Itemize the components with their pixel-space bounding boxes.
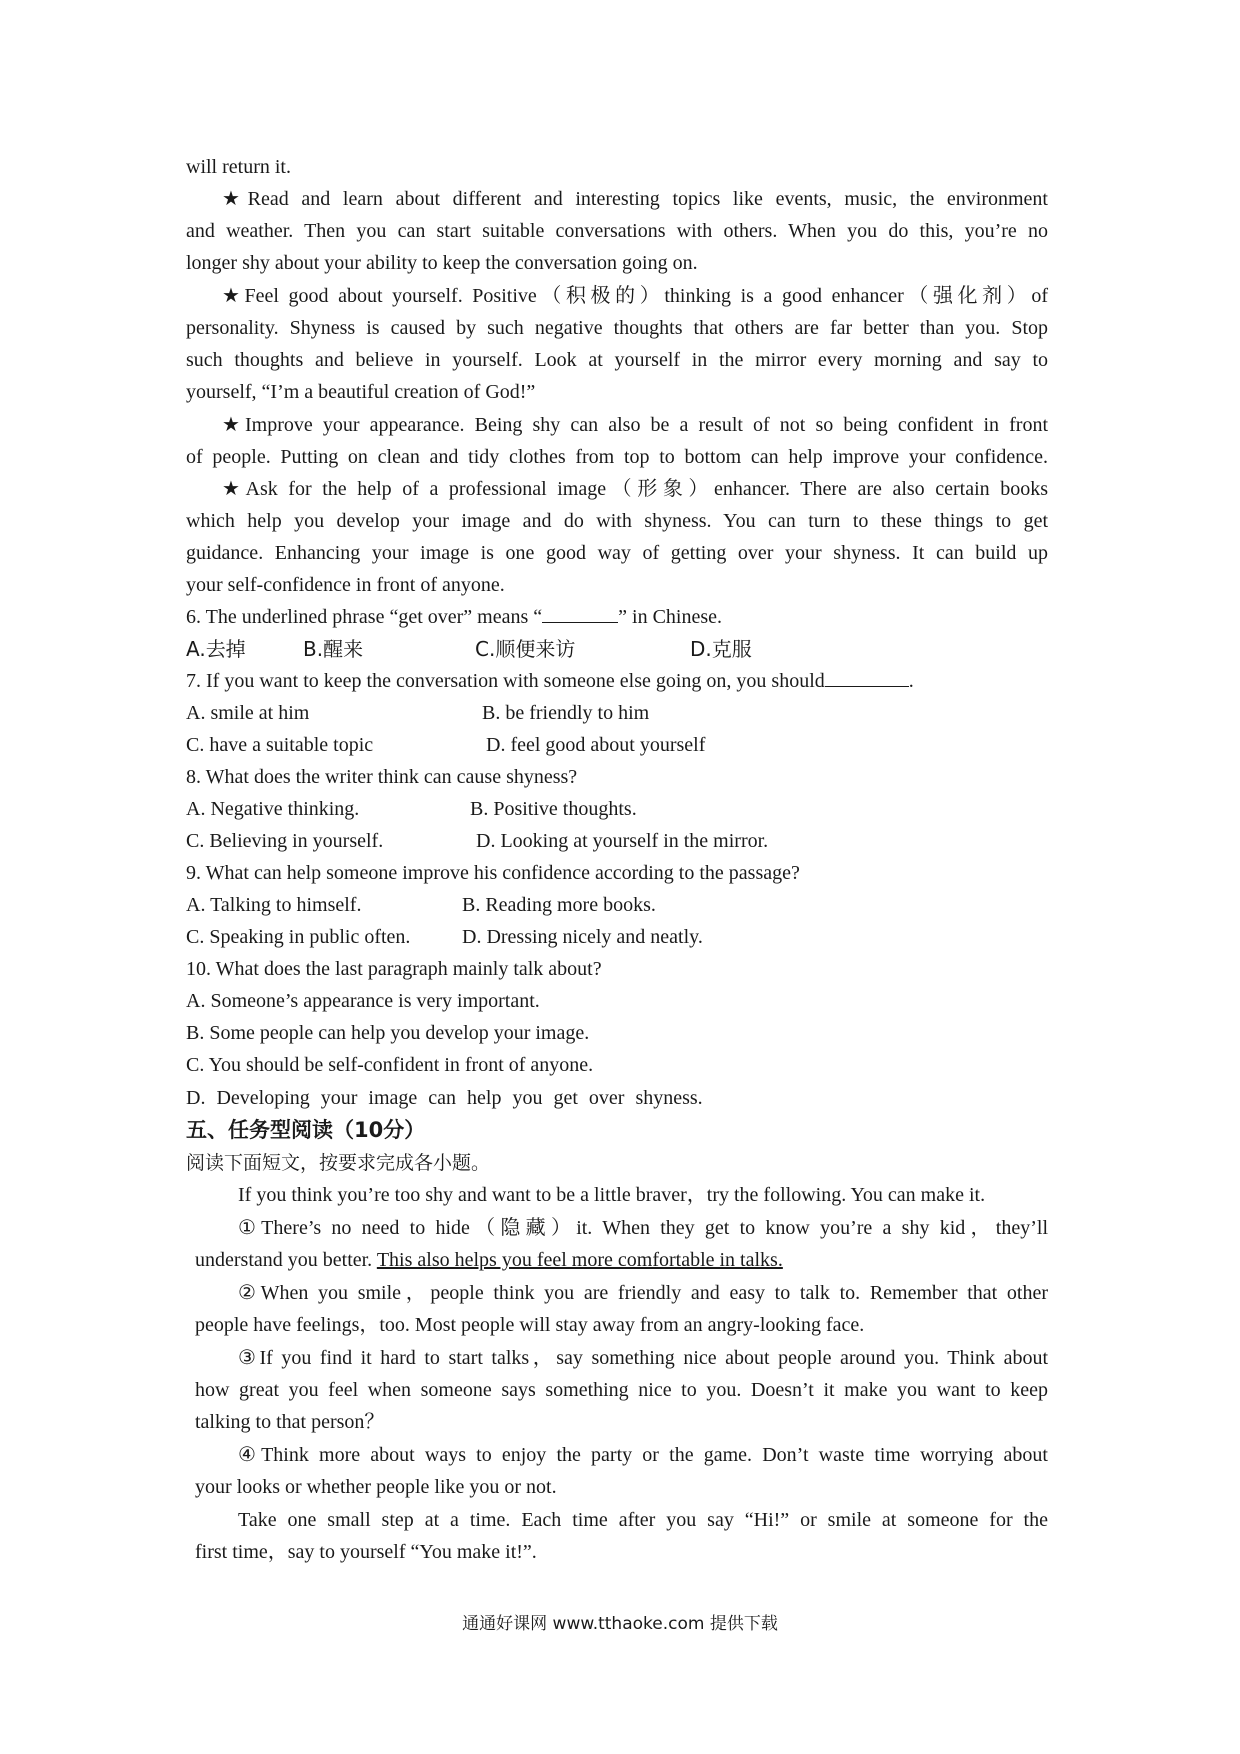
passage-line: talking to that person？: [195, 1411, 385, 1433]
option-d[interactable]: D. Looking at yourself in the mirror.: [476, 830, 769, 852]
passage-line: your self-confidence in front of anyone.: [186, 574, 505, 596]
option-b[interactable]: B. be friendly to him: [482, 702, 650, 724]
option-c[interactable]: C. have a suitable topic: [186, 734, 374, 756]
question-10-stem: 10. What does the last paragraph mainly talk about?: [186, 958, 602, 980]
passage-line: such thoughts and believe in yourself. Look at yourself in the mirror every morning and say to: [186, 349, 1048, 371]
passage-line: ★Ask for the help of a professional image（形象）enhancer. There are also certain books: [222, 478, 1048, 500]
passage-line: ②When you smile，people think you are friendly and easy to talk to. Remember that other: [238, 1282, 1048, 1304]
question-6-end: ” in Chinese.: [618, 606, 723, 628]
option-d[interactable]: D. feel good about yourself: [486, 734, 706, 756]
question-7-end: .: [908, 670, 914, 692]
option-a[interactable]: A. Negative thinking.: [186, 798, 360, 820]
option-c[interactable]: C. Believing in yourself.: [186, 830, 384, 852]
option-a[interactable]: A.去掉: [186, 637, 246, 661]
option-d[interactable]: D. Dressing nicely and neatly.: [462, 926, 703, 948]
option-a[interactable]: A. smile at him: [186, 702, 310, 724]
passage-line: guidance. Enhancing your image is one good way of getting over your shyness. It can build up: [186, 542, 1048, 564]
option-d[interactable]: D. Developing your image can help you get over shyness.: [186, 1087, 703, 1109]
answer-blank[interactable]: [542, 604, 618, 623]
question-6: [186, 604, 722, 630]
option-c[interactable]: C. Speaking in public often.: [186, 926, 411, 948]
passage-line: how great you feel when someone says something nice to you. Doesn’t it make you want to keep: [195, 1379, 1048, 1401]
passage-line: If you think you’re too shy and want to be a little braver，try the following. You can make it.: [238, 1184, 986, 1206]
question-9-stem: 9. What can help someone improve his confidence according to the passage?: [186, 862, 800, 884]
page-footer: 通通好课网 www.tthaoke.com 提供下载: [462, 1614, 778, 1634]
option-b[interactable]: B. Some people can help you develop your image.: [186, 1022, 590, 1044]
passage-line: people have feelings，too. Most people will stay away from an angry-looking face.: [195, 1314, 865, 1336]
section-heading: 五、任务型阅读（10分）: [186, 1118, 426, 1142]
answer-blank[interactable]: [825, 668, 909, 687]
section-instruction: 阅读下面短文，按要求完成各小题。: [186, 1152, 491, 1174]
question-7-stem: 7. If you want to keep the conversation with someone else going on, you should: [186, 670, 825, 692]
passage-line: longer shy about your ability to keep the conversation going on.: [186, 252, 698, 274]
option-b[interactable]: B. Positive thoughts.: [470, 798, 637, 820]
option-a[interactable]: A. Someone’s appearance is very important.: [186, 990, 540, 1012]
passage-text: understand you better.: [195, 1249, 377, 1271]
passage-line: your looks or whether people like you or not.: [195, 1476, 557, 1498]
passage-line: ★Feel good about yourself. Positive（积极的）thinking is a good enhancer（强化剂）of: [222, 285, 1048, 307]
question-7: [186, 668, 914, 694]
passage-line: ★Improve your appearance. Being shy can also be a result of not so being confident in front: [222, 414, 1048, 436]
passage-line: personality. Shyness is caused by such negative thoughts that others are far better than you. Stop: [186, 317, 1048, 339]
option-c[interactable]: C.顺便来访: [475, 637, 576, 661]
option-b[interactable]: B.醒来: [303, 637, 364, 661]
passage-line: [195, 1247, 783, 1273]
passage-line: and weather. Then you can start suitable conversations with others. When you do this, you’re no: [186, 220, 1048, 242]
passage-line: ③If you find it hard to start talks，say something nice about people around you. Think about: [238, 1347, 1048, 1369]
passage-line: first time，say to yourself “You make it!”.: [195, 1541, 537, 1563]
passage-line: of people. Putting on clean and tidy clothes from top to bottom can help improve your confidence.: [186, 446, 1048, 468]
option-d[interactable]: D.克服: [690, 637, 752, 661]
passage-line: ★Read and learn about different and interesting topics like events, music, the environment: [222, 188, 1048, 210]
passage-line: ④Think more about ways to enjoy the party or the game. Don’t waste time worrying about: [238, 1444, 1048, 1466]
passage-line: Take one small step at a time. Each time after you say “Hi!” or smile at someone for the: [238, 1509, 1048, 1531]
underlined-sentence: This also helps you feel more comfortable in talks.: [376, 1249, 783, 1271]
passage-line: will return it.: [186, 156, 291, 178]
passage-line: ①There’s no need to hide（隐藏）it. When they get to know you’re a shy kid，they’ll: [238, 1217, 1048, 1239]
question-8-stem: 8. What does the writer think can cause shyness?: [186, 766, 578, 788]
passage-line: which help you develop your image and do with shyness. You can turn to these things to get: [186, 510, 1048, 532]
question-6-stem: 6. The underlined phrase “get over” means “: [186, 606, 543, 628]
option-b[interactable]: B. Reading more books.: [462, 894, 656, 916]
option-c[interactable]: C. You should be self-confident in front of anyone.: [186, 1054, 594, 1076]
option-a[interactable]: A. Talking to himself.: [186, 894, 362, 916]
passage-line: yourself, “I’m a beautiful creation of God!”: [186, 381, 536, 403]
